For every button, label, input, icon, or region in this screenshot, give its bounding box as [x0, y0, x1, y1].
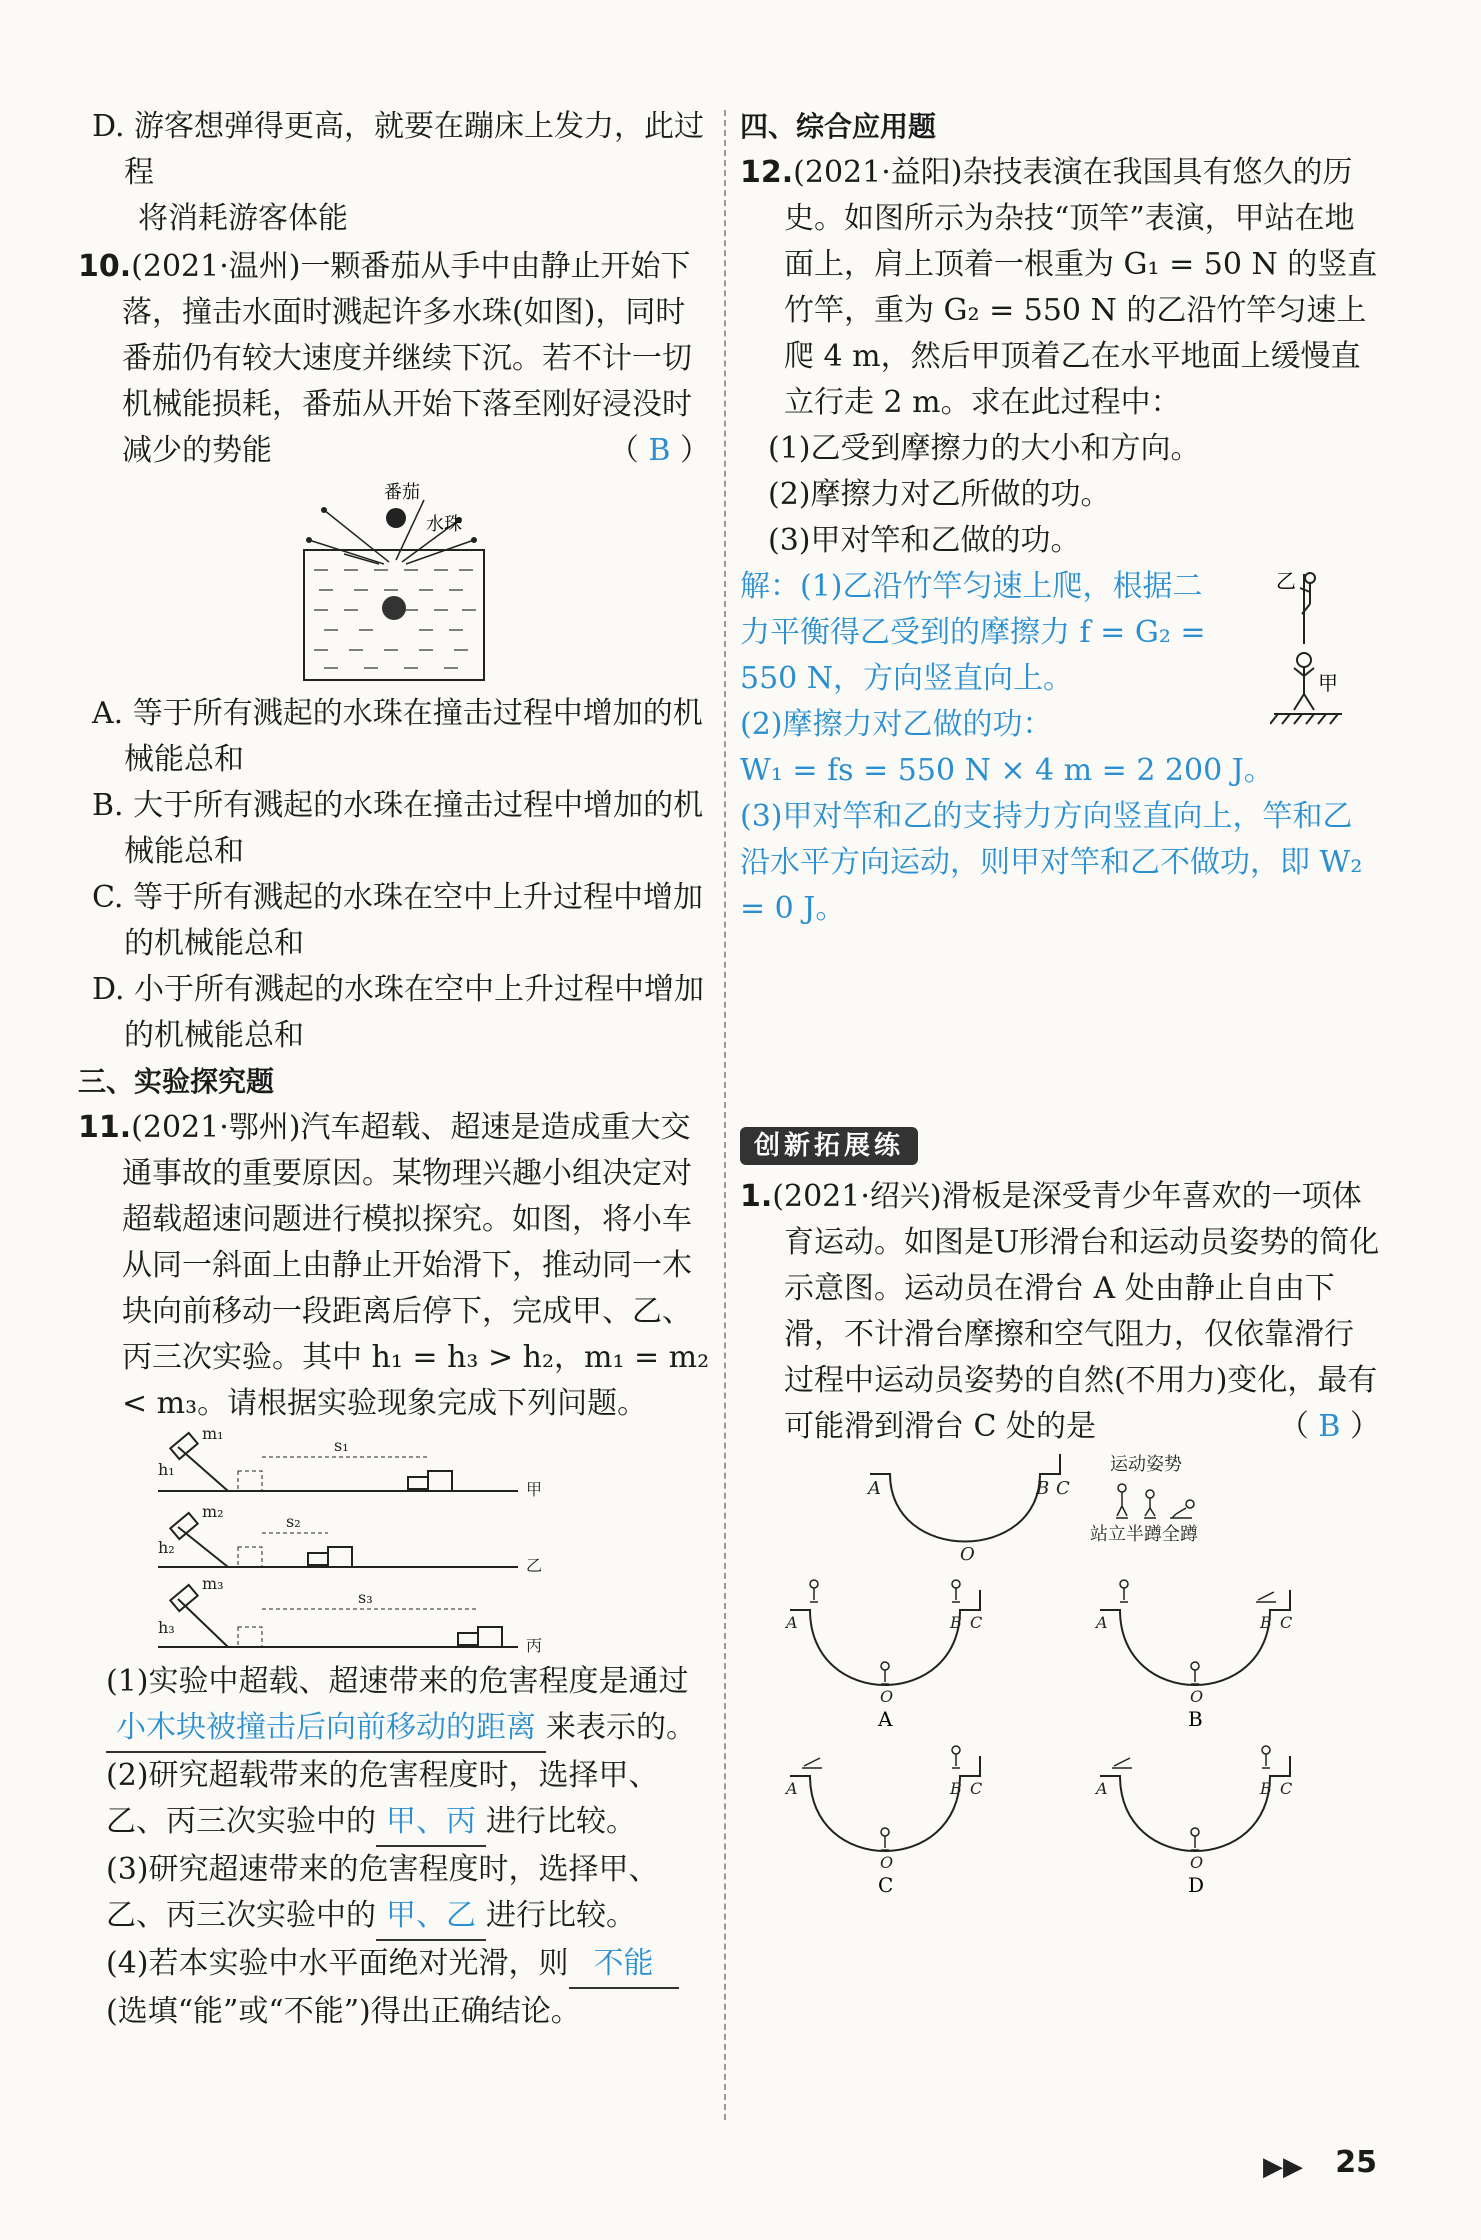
q1-options-row-1	[780, 1570, 1340, 1730]
opt-a-pt-b: B	[950, 1613, 962, 1632]
section-4-heading: 四、综合应用题	[740, 110, 937, 143]
right-column	[740, 104, 1380, 1896]
q11-sub2-answer: 甲、丙	[376, 1799, 486, 1847]
fig-m2: m₂	[202, 1502, 224, 1521]
opt-d-pt-c: C	[1280, 1779, 1293, 1798]
main-pt-a: A	[868, 1478, 881, 1499]
option-d-figure	[1090, 1736, 1340, 1896]
opt-a-pt-a: A	[786, 1613, 798, 1632]
opt-a-pt-o: O	[880, 1687, 894, 1706]
q1-stem: 1.(2021·绍兴)滑板是深受青少年喜欢的一项体育运动。如图是U形滑台和运动员姿势的简化示意图。运动员在滑台 A 处由静止自由下滑，不计滑台摩擦和空气阻力，仅依靠滑行过程中运动员姿势的自然(不用力)变化，最有可能滑到滑台 C 处的是 （ B ）	[740, 1174, 1380, 1450]
main-pt-c: C	[1056, 1478, 1070, 1499]
fig-s3: s₃	[358, 1588, 373, 1607]
fig-m3: m₃	[202, 1574, 224, 1593]
opt-c-pt-b: B	[950, 1779, 962, 1798]
next-page-arrow-icon: ▶▶	[1263, 2152, 1303, 2182]
innovation-banner: 创新拓展练	[740, 1127, 918, 1165]
q10-option-b: B. 大于所有溅起的水珠在撞击过程中增加的机械能总和	[92, 788, 704, 869]
q11-sub3-answer: 甲、乙	[376, 1893, 486, 1941]
u-ramp-main-figure	[860, 1454, 1260, 1564]
opt-b-pt-a: A	[1096, 1613, 1108, 1632]
pose-title: 运动姿势	[1110, 1454, 1182, 1475]
column-divider	[724, 110, 726, 2120]
fig-yi: 乙	[526, 1556, 543, 1575]
main-pt-o: O	[960, 1544, 975, 1564]
option-c-label: C	[878, 1873, 894, 1896]
opt-b-pt-o: O	[1190, 1687, 1204, 1706]
fig-h1: h₁	[158, 1460, 175, 1479]
q12-sub1: (1)乙受到摩擦力的大小和方向。	[768, 431, 1201, 466]
fig-h3: h₃	[158, 1618, 175, 1637]
fig-jia: 甲	[526, 1480, 543, 1499]
opt-c-pt-a: A	[786, 1779, 798, 1798]
page-number: 25	[1335, 2145, 1377, 2180]
q11-sub1: (1)实验中超载、超速带来的危害程度是通过小木块被撞击后向前移动的距离 来表示的。	[78, 1659, 710, 1753]
q12-sub3: (3)甲对竿和乙做的功。	[768, 523, 1081, 558]
q10-option-d: D. 小于所有溅起的水珠在空中上升过程中增加的机械能总和	[92, 972, 705, 1053]
fig-label-jia: 甲	[1318, 671, 1338, 695]
fig-bing: 丙	[526, 1636, 543, 1655]
q12-solution-3: W₁ = fs = 550 N × 4 m = 2 200 J。	[740, 753, 1274, 788]
opt-a-pt-c: C	[970, 1613, 983, 1632]
option-a-figure	[780, 1570, 1030, 1730]
opt-d-pt-a: A	[1096, 1779, 1108, 1798]
fig-label-yi: 乙	[1276, 569, 1296, 593]
option-d-label: D	[1188, 1873, 1205, 1896]
fig-m1: m₁	[202, 1427, 224, 1443]
fig-s2: s₂	[286, 1512, 301, 1531]
option-a-label: A	[878, 1707, 893, 1730]
q12-stem: 12.(2021·益阳)杂技表演在我国具有悠久的历史。如图所示为杂技“顶竿”表演，甲站在地面上，肩上顶着一根重为 G₁ = 50 N 的竖直竹竿，重为 G₂ = 550 N 的乙沿竹竿匀速上爬 4 m，然后甲顶着乙在水平地面上缓慢直立行走 2 m。求在此过程中：	[740, 155, 1378, 420]
fig-h2: h₂	[158, 1538, 175, 1557]
option-b-figure	[1090, 1570, 1340, 1730]
q10-answer-bracket: （ B ）	[608, 433, 710, 468]
q11-sub3: (3)研究超速带来的危害程度时，选择甲、乙、丙三次实验中的 甲、乙 进行比较。	[78, 1847, 710, 1941]
fig-s1: s₁	[334, 1436, 349, 1455]
q1-answer-bracket: （ B ）	[1278, 1409, 1380, 1444]
q10-option-c: C. 等于所有溅起的水珠在空中上升过程中增加的机械能总和	[92, 880, 703, 961]
q12-solution-2: (2)摩擦力对乙做的功：	[740, 707, 1053, 742]
q12-solution-4: (3)甲对竿和乙的支持力方向竖直向上，竿和乙沿水平方向运动，则甲对竿和乙不做功，即 W₂ = 0 J。	[740, 799, 1363, 926]
opt-c-pt-c: C	[970, 1779, 983, 1798]
opt-d-pt-b: B	[1260, 1779, 1272, 1798]
innovation-section	[740, 1122, 1380, 1168]
q1-options-row-2	[780, 1736, 1340, 1896]
left-column	[78, 104, 710, 2035]
opt-d-pt-o: O	[1190, 1853, 1204, 1872]
q11-stem: 11.(2021·鄂州)汽车超载、超速是造成重大交通事故的重要原因。某物理兴趣小组决定对超载超速问题进行模拟探究。如图，将小车从同一斜面上由静止开始滑下，推动同一木块向前移动一段距离后停下，完成甲、乙、丙三次实验。其中 h₁ = h₃ > h₂，m₁ = m₂ < m₃。请根据实验现象完成下列问题。	[78, 1110, 710, 1421]
tomato-figure	[284, 480, 504, 685]
opt-c-pt-o: O	[880, 1853, 894, 1872]
cart-experiment-figure	[158, 1427, 578, 1655]
section-3-heading: 三、实验探究题	[78, 1065, 275, 1098]
tomato-label: 番茄	[384, 482, 420, 503]
q11-sub4: (4)若本实验中水平面绝对光滑，则 不能(选填“能”或“不能”)得出正确结论。	[78, 1941, 710, 2035]
pole-act-figure	[1270, 564, 1380, 734]
q10-option-a: A. 等于所有溅起的水珠在撞击过程中增加的机械能总和	[92, 696, 703, 777]
q11-sub1-answer: 小木块被撞击后向前移动的距离	[106, 1705, 546, 1753]
option-c-figure	[780, 1736, 1030, 1896]
q10-stem: 10.(2021·温州)一颗番茄从手中由静止开始下落，撞击水面时溅起许多水珠(如图)，同时番茄仍有较大速度并继续下沉。若不计一切机械能损耗，番茄从开始下落至刚好浸没时减少的势能 （ B ）	[78, 244, 710, 474]
opt-b-pt-c: C	[1280, 1613, 1293, 1632]
q12-solution	[740, 564, 1380, 932]
q12-sub2: (2)摩擦力对乙所做的功。	[768, 477, 1111, 512]
q9-option-d: D. 游客想弹得更高，就要在蹦床上发力，此过程 将消耗游客体能	[92, 109, 705, 236]
opt-b-pt-b: B	[1260, 1613, 1272, 1632]
option-b-label: B	[1188, 1707, 1203, 1730]
q12-solution-1: 解：(1)乙沿竹竿匀速上爬，根据二力平衡得乙受到的摩擦力 f = G₂ = 550 N，方向竖直向上。	[740, 569, 1206, 696]
q11-sub2: (2)研究超载带来的危害程度时，选择甲、乙、丙三次实验中的 甲、丙 进行比较。	[78, 1753, 710, 1847]
main-pt-b: B	[1036, 1478, 1050, 1499]
pose-labels: 站立半蹲全蹲	[1090, 1524, 1198, 1545]
droplet-label: 水珠	[426, 514, 462, 535]
q11-sub4-answer: 不能	[569, 1941, 679, 1989]
